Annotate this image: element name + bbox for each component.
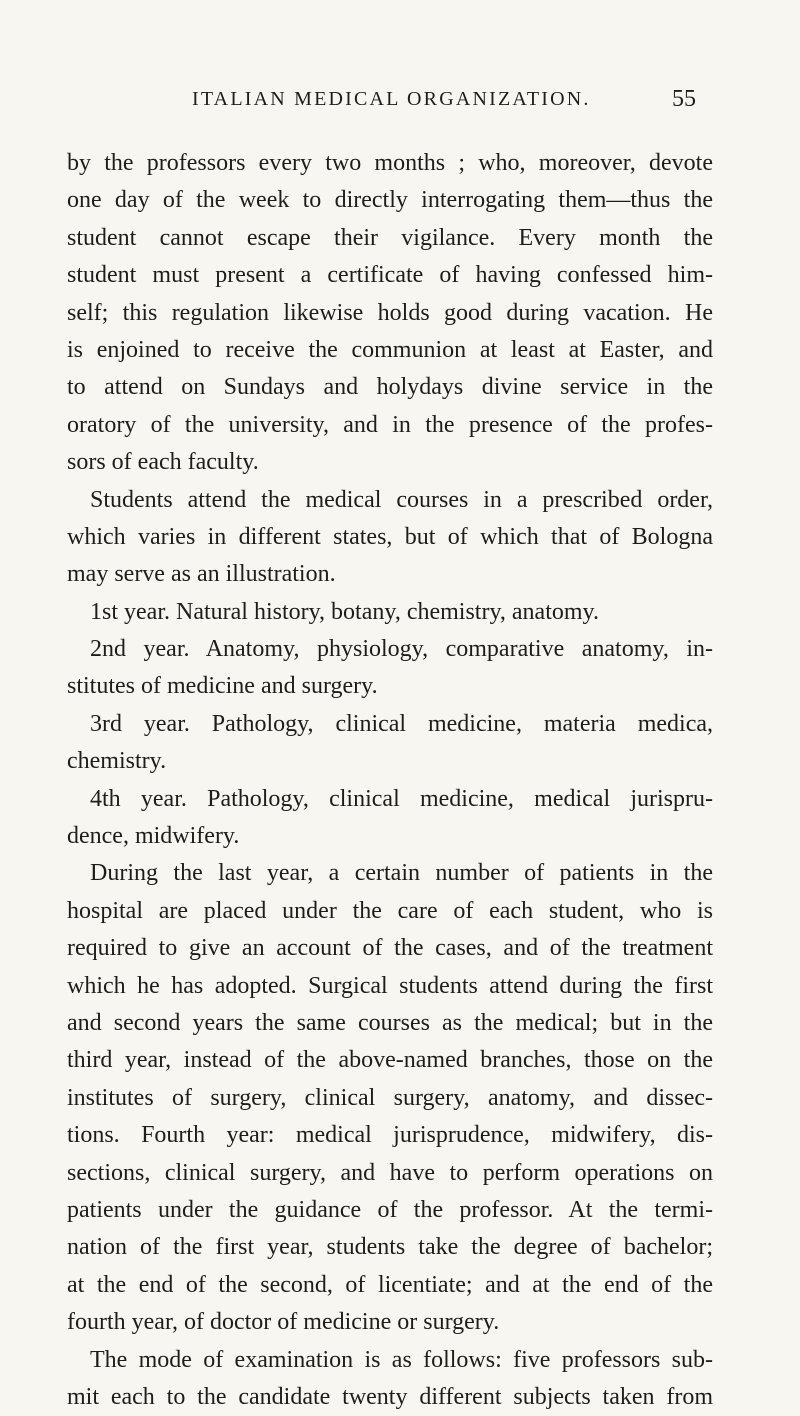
text-line: sections, clinical surgery, and have to perform operations on — [67, 1159, 713, 1186]
text-line: mit each to the candidate twenty different subjects taken from — [67, 1383, 713, 1410]
text-line: stitutes of medicine and surgery. — [67, 673, 378, 700]
body-text — [67, 145, 713, 1416]
text-line: by the professors every two months ; who, moreover, devote — [67, 150, 713, 176]
text-line: chemistry. — [67, 748, 167, 775]
text-line: one day of the week to directly interrogating them—thus the — [67, 187, 713, 214]
running-head — [0, 88, 800, 118]
text-line: dence, midwifery. — [67, 823, 240, 850]
text-line: to attend on Sundays and holydays divine service in the — [67, 374, 713, 401]
text-line: hospital are placed under the care of each student, who is — [67, 897, 713, 924]
text-line: 2nd year. Anatomy, physiology, comparative anatomy, in- — [90, 636, 713, 663]
text-line: at the end of the second, of licentiate; and at the end of the — [67, 1271, 713, 1298]
text-line: institutes of surgery, clinical surgery, anatomy, and dissec- — [67, 1084, 713, 1111]
text-line: is enjoined to receive the communion at least at Easter, and — [67, 336, 713, 363]
text-line: 1st year. Natural history, botany, chemistry, anatomy. — [90, 598, 599, 625]
text-line: oratory of the university, and in the presence of the profes- — [67, 411, 713, 438]
text-line: 4th year. Pathology, clinical medicine, medical jurispru- — [90, 785, 713, 812]
text-line: nation of the first year, students take the degree of bachelor; — [67, 1234, 713, 1261]
text-line: 3rd year. Pathology, clinical medicine, materia medica, — [90, 710, 713, 737]
text-line: required to give an account of the cases, and of the treatment — [67, 935, 713, 962]
text-line: and second years the same courses as the medical; but in the — [67, 1009, 713, 1036]
text-line: third year, instead of the above-named branches, those on the — [67, 1047, 713, 1074]
page-number: 55 — [672, 86, 696, 112]
text-line: student must present a certificate of having confessed him- — [67, 262, 713, 289]
text-line: patients under the guidance of the professor. At the termi- — [67, 1196, 713, 1223]
text-line: Students attend the medical courses in a prescribed order, — [90, 486, 713, 513]
text-line: tions. Fourth year: medical jurisprudence, midwifery, dis- — [67, 1122, 713, 1149]
text-line: student cannot escape their vigilance. Every month the — [67, 224, 713, 251]
running-title: ITALIAN MEDICAL ORGANIZATION. — [192, 88, 591, 110]
text-line: The mode of examination is as follows: five professors sub- — [90, 1346, 713, 1373]
text-line: which varies in different states, but of which that of Bologna — [67, 523, 713, 550]
text-line: may serve as an illustration. — [67, 561, 336, 588]
text-line: which he has adopted. Surgical students attend during the first — [67, 972, 713, 999]
text-line: fourth year, of doctor of medicine or surgery. — [67, 1309, 500, 1336]
text-line: During the last year, a certain number of patients in the — [90, 860, 713, 887]
text-line: sors of each faculty. — [67, 449, 259, 476]
text-line: self; this regulation likewise holds good during vacation. He — [67, 299, 713, 326]
